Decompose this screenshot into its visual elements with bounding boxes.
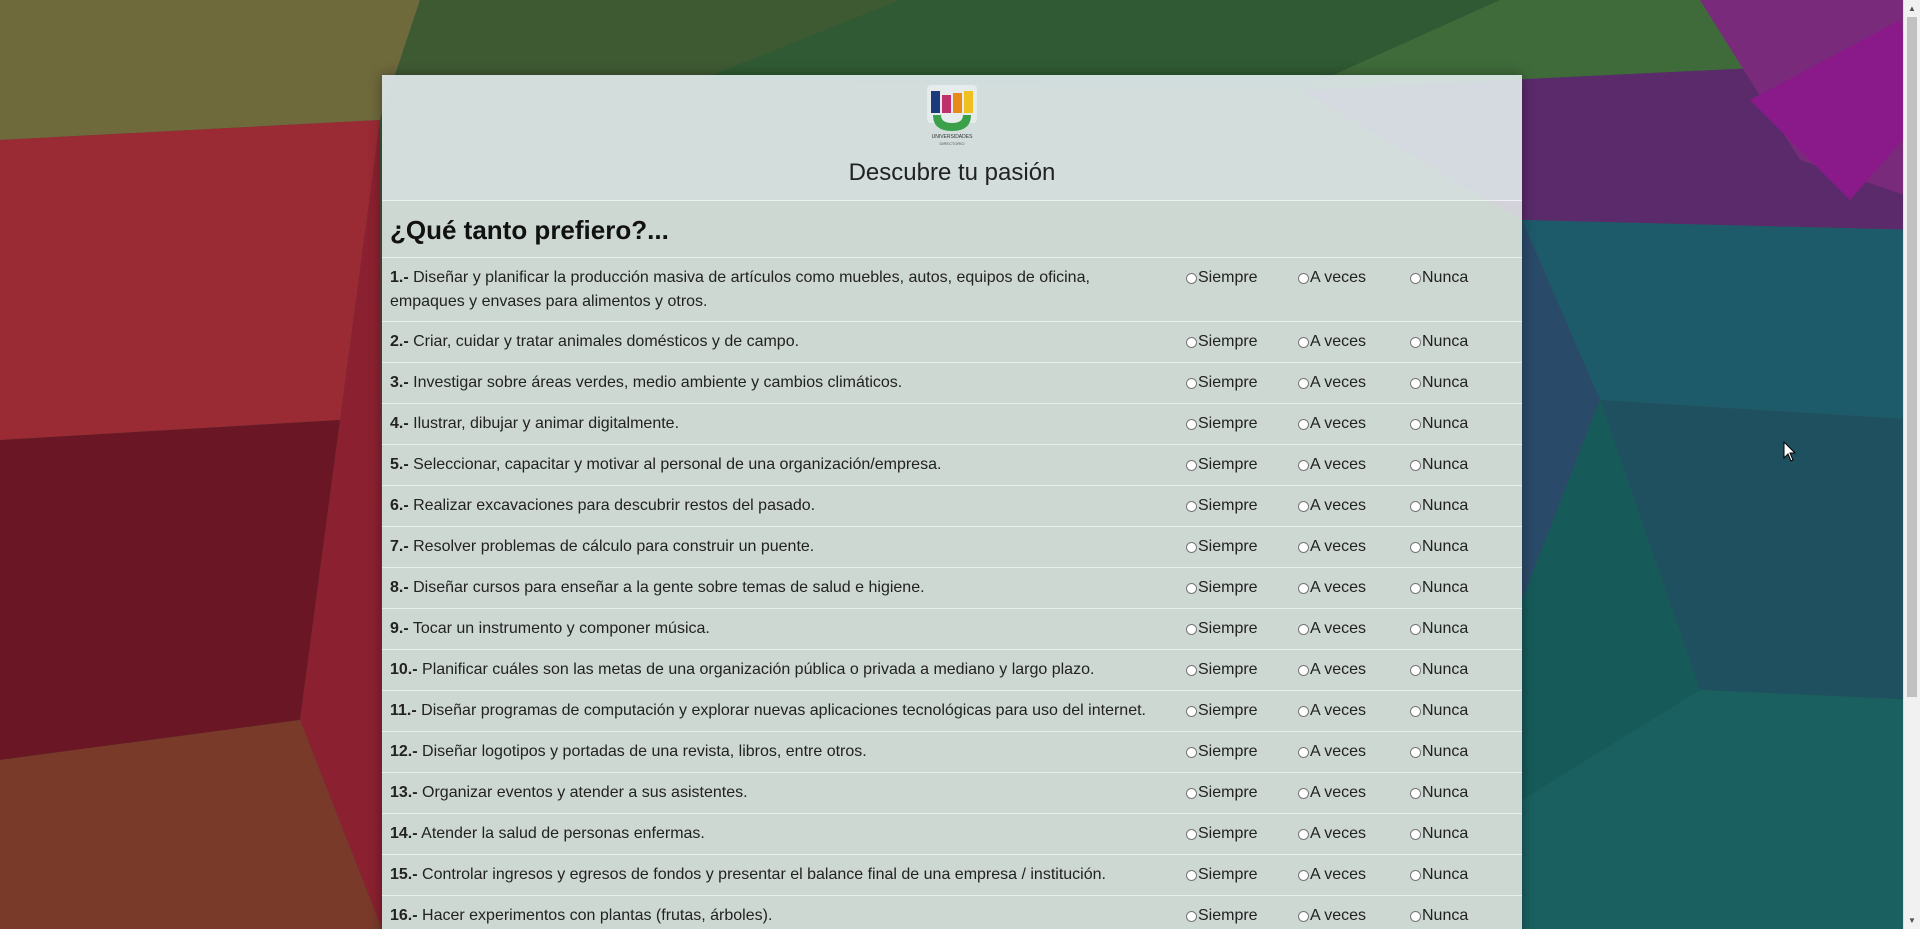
option-label: A veces	[1310, 333, 1367, 350]
option-label: Nunca	[1422, 784, 1469, 801]
question-number: 10.-	[390, 661, 418, 678]
radio-a-veces[interactable]	[1298, 788, 1309, 799]
question-label: Tocar un instrumento y componer música.	[408, 620, 710, 637]
radio-nunca[interactable]	[1410, 460, 1421, 471]
option-siempre[interactable]	[1186, 496, 1298, 516]
radio-nunca[interactable]	[1410, 829, 1421, 840]
option-siempre[interactable]	[1186, 824, 1298, 844]
radio-siempre[interactable]	[1186, 665, 1197, 676]
radio-siempre[interactable]	[1186, 273, 1197, 284]
question-row	[382, 813, 1522, 854]
option-nunca[interactable]	[1410, 455, 1522, 475]
question-row	[382, 526, 1522, 567]
question-number: 6.-	[390, 497, 409, 514]
option-label: A veces	[1310, 456, 1367, 473]
answer-options	[1186, 619, 1522, 639]
radio-a-veces[interactable]	[1298, 378, 1309, 389]
option-label: Nunca	[1422, 620, 1469, 637]
radio-siempre[interactable]	[1186, 747, 1197, 758]
radio-a-veces[interactable]	[1298, 273, 1309, 284]
question-label: Diseñar programas de computación y explorar nuevas aplicaciones tecnológicas para uso del internet.	[416, 702, 1146, 719]
option-a-veces[interactable]	[1298, 783, 1410, 803]
question-row	[382, 854, 1522, 895]
question-label: Hacer experimentos con plantas (frutas, árboles).	[417, 907, 773, 924]
option-siempre[interactable]	[1186, 455, 1298, 475]
questionnaire-card	[382, 75, 1522, 929]
radio-siempre[interactable]	[1186, 624, 1197, 635]
option-nunca[interactable]	[1410, 268, 1522, 288]
question-number: 9.-	[390, 620, 409, 637]
option-label: Siempre	[1198, 743, 1258, 760]
option-label: Siempre	[1198, 702, 1258, 719]
option-label: A veces	[1310, 497, 1367, 514]
option-label: Siempre	[1198, 497, 1258, 514]
option-label: Nunca	[1422, 907, 1469, 924]
option-siempre[interactable]	[1186, 742, 1298, 762]
question-text	[390, 740, 1164, 764]
section-title: ¿Qué tanto prefiero?...	[390, 215, 669, 245]
radio-siempre[interactable]	[1186, 911, 1197, 922]
option-label: Siempre	[1198, 456, 1258, 473]
question-text	[390, 781, 1164, 805]
card-header	[382, 75, 1522, 201]
question-text	[390, 371, 1164, 395]
option-siempre[interactable]	[1186, 619, 1298, 639]
option-label: Nunca	[1422, 333, 1469, 350]
radio-nunca[interactable]	[1410, 665, 1421, 676]
question-row	[382, 567, 1522, 608]
radio-a-veces[interactable]	[1298, 460, 1309, 471]
option-label: Siempre	[1198, 415, 1258, 432]
option-nunca[interactable]	[1410, 537, 1522, 557]
option-siempre[interactable]	[1186, 906, 1298, 926]
option-label: A veces	[1310, 415, 1367, 432]
option-label: Siempre	[1198, 333, 1258, 350]
answer-options	[1186, 537, 1522, 557]
option-label: A veces	[1310, 866, 1367, 883]
question-number: 2.-	[390, 333, 409, 350]
radio-nunca[interactable]	[1410, 273, 1421, 284]
question-label: Ilustrar, dibujar y animar digitalmente.	[408, 415, 680, 432]
answer-options	[1186, 268, 1522, 288]
question-row	[382, 444, 1522, 485]
question-text	[390, 904, 1164, 928]
option-siempre[interactable]	[1186, 578, 1298, 598]
question-row	[382, 321, 1522, 362]
option-label: Nunca	[1422, 661, 1469, 678]
question-label: Diseñar logotipos y portadas de una revista, libros, entre otros.	[417, 743, 867, 760]
scroll-thumb[interactable]	[1907, 17, 1917, 697]
option-label: A veces	[1310, 538, 1367, 555]
option-a-veces[interactable]	[1298, 619, 1410, 639]
radio-siempre[interactable]	[1186, 460, 1197, 471]
question-text	[390, 617, 1164, 641]
question-number: 4.-	[390, 415, 409, 432]
question-text	[390, 266, 1164, 314]
logo-text: UNIVERSIDADES	[931, 134, 973, 140]
radio-nunca[interactable]	[1410, 542, 1421, 553]
question-label: Resolver problemas de cálculo para construir un puente.	[408, 538, 815, 555]
question-text	[390, 658, 1164, 682]
radio-a-veces[interactable]	[1298, 419, 1309, 430]
answer-options	[1186, 824, 1522, 844]
question-number: 5.-	[390, 456, 409, 473]
option-label: A veces	[1310, 620, 1367, 637]
page-title: Descubre tu pasión	[848, 159, 1056, 186]
answer-options	[1186, 578, 1522, 598]
option-nunca[interactable]	[1410, 906, 1522, 926]
question-text	[390, 535, 1164, 559]
option-label: Nunca	[1422, 497, 1469, 514]
option-siempre[interactable]	[1186, 783, 1298, 803]
radio-nunca[interactable]	[1410, 747, 1421, 758]
question-number: 13.-	[390, 784, 418, 801]
radio-siempre[interactable]	[1186, 501, 1197, 512]
radio-siempre[interactable]	[1186, 788, 1197, 799]
option-label: A veces	[1310, 907, 1367, 924]
radio-siempre[interactable]	[1186, 829, 1197, 840]
radio-a-veces[interactable]	[1298, 706, 1309, 717]
question-label: Diseñar cursos para enseñar a la gente sobre temas de salud e higiene.	[408, 579, 925, 596]
option-a-veces[interactable]	[1298, 824, 1410, 844]
question-row	[382, 485, 1522, 526]
option-label: A veces	[1310, 702, 1367, 719]
question-text	[390, 863, 1164, 887]
answer-options	[1186, 906, 1522, 926]
radio-a-veces[interactable]	[1298, 337, 1309, 348]
option-a-veces[interactable]	[1298, 332, 1410, 352]
option-label: Siempre	[1198, 269, 1258, 286]
radio-nunca[interactable]	[1410, 337, 1421, 348]
option-siempre[interactable]	[1186, 865, 1298, 885]
answer-options	[1186, 701, 1522, 721]
option-label: A veces	[1310, 661, 1367, 678]
option-label: Nunca	[1422, 415, 1469, 432]
question-row	[382, 649, 1522, 690]
question-label: Planificar cuáles son las metas de una organización pública o privada a mediano y largo plazo.	[417, 661, 1095, 678]
option-label: Siempre	[1198, 579, 1258, 596]
option-label: Siempre	[1198, 661, 1258, 678]
radio-nunca[interactable]	[1410, 419, 1421, 430]
radio-siempre[interactable]	[1186, 706, 1197, 717]
option-nunca[interactable]	[1410, 660, 1522, 680]
option-a-veces[interactable]	[1298, 373, 1410, 393]
question-row	[382, 403, 1522, 444]
option-label: Siempre	[1198, 784, 1258, 801]
option-label: Nunca	[1422, 456, 1469, 473]
radio-a-veces[interactable]	[1298, 911, 1309, 922]
radio-a-veces[interactable]	[1298, 624, 1309, 635]
question-number: 16.-	[390, 907, 418, 924]
option-siempre[interactable]	[1186, 373, 1298, 393]
question-row	[382, 257, 1522, 321]
answer-options	[1186, 742, 1522, 762]
radio-nunca[interactable]	[1410, 788, 1421, 799]
option-a-veces[interactable]	[1298, 742, 1410, 762]
question-number: 1.-	[390, 269, 409, 286]
option-label: Nunca	[1422, 866, 1469, 883]
option-a-veces[interactable]	[1298, 268, 1410, 288]
option-a-veces[interactable]	[1298, 414, 1410, 434]
radio-a-veces[interactable]	[1298, 665, 1309, 676]
answer-options	[1186, 455, 1522, 475]
option-nunca[interactable]	[1410, 578, 1522, 598]
answer-options	[1186, 414, 1522, 434]
radio-siempre[interactable]	[1186, 378, 1197, 389]
question-text	[390, 453, 1164, 477]
radio-siempre[interactable]	[1186, 419, 1197, 430]
option-label: Siempre	[1198, 374, 1258, 391]
answer-options	[1186, 660, 1522, 680]
question-row	[382, 690, 1522, 731]
option-label: Nunca	[1422, 538, 1469, 555]
scroll-up-arrow-icon[interactable]: ▲	[1908, 4, 1916, 13]
question-row	[382, 362, 1522, 403]
option-label: A veces	[1310, 743, 1367, 760]
answer-options	[1186, 783, 1522, 803]
option-nunca[interactable]	[1410, 414, 1522, 434]
option-label: Siempre	[1198, 825, 1258, 842]
option-a-veces[interactable]	[1298, 537, 1410, 557]
option-nunca[interactable]	[1410, 373, 1522, 393]
answer-options	[1186, 496, 1522, 516]
option-siempre[interactable]	[1186, 268, 1298, 288]
question-label: Organizar eventos y atender a sus asistentes.	[417, 784, 748, 801]
question-text	[390, 822, 1164, 846]
question-number: 7.-	[390, 538, 409, 555]
option-a-veces[interactable]	[1298, 660, 1410, 680]
scroll-down-arrow-icon[interactable]: ▼	[1908, 916, 1916, 925]
option-a-veces[interactable]	[1298, 496, 1410, 516]
option-label: Nunca	[1422, 825, 1469, 842]
question-text	[390, 412, 1164, 436]
question-label: Diseñar y planificar la producción masiva de artículos como muebles, autos, equipos de oficina, empaques y envases para alimentos y otros.	[390, 269, 1090, 310]
answer-options	[1186, 865, 1522, 885]
radio-nunca[interactable]	[1410, 624, 1421, 635]
option-a-veces[interactable]	[1298, 701, 1410, 721]
option-nunca[interactable]	[1410, 496, 1522, 516]
option-a-veces[interactable]	[1298, 865, 1410, 885]
question-row	[382, 608, 1522, 649]
option-label: Nunca	[1422, 702, 1469, 719]
radio-siempre[interactable]	[1186, 542, 1197, 553]
option-label: Siempre	[1198, 620, 1258, 637]
question-number: 3.-	[390, 374, 409, 391]
vertical-scrollbar[interactable]	[1903, 0, 1920, 929]
option-nunca[interactable]	[1410, 742, 1522, 762]
radio-a-veces[interactable]	[1298, 747, 1309, 758]
question-row	[382, 772, 1522, 813]
option-label: Nunca	[1422, 743, 1469, 760]
option-a-veces[interactable]	[1298, 455, 1410, 475]
question-number: 11.-	[390, 702, 417, 719]
answer-options	[1186, 373, 1522, 393]
radio-nunca[interactable]	[1410, 870, 1421, 881]
radio-siempre[interactable]	[1186, 337, 1197, 348]
option-label: A veces	[1310, 825, 1367, 842]
radio-siempre[interactable]	[1186, 870, 1197, 881]
question-text	[390, 699, 1164, 723]
option-label: Siempre	[1198, 907, 1258, 924]
question-number: 15.-	[390, 866, 418, 883]
question-text	[390, 494, 1164, 518]
option-siempre[interactable]	[1186, 701, 1298, 721]
mouse-cursor-icon	[1783, 441, 1797, 463]
option-label: A veces	[1310, 784, 1367, 801]
option-label: Nunca	[1422, 374, 1469, 391]
question-number: 14.-	[390, 825, 418, 842]
radio-a-veces[interactable]	[1298, 542, 1309, 553]
radio-a-veces[interactable]	[1298, 583, 1309, 594]
option-label: Nunca	[1422, 579, 1469, 596]
option-nunca[interactable]	[1410, 865, 1522, 885]
question-label: Seleccionar, capacitar y motivar al personal de una organización/empresa.	[408, 456, 942, 473]
universidades-logo	[925, 85, 979, 147]
option-nunca[interactable]	[1410, 783, 1522, 803]
option-siempre[interactable]	[1186, 414, 1298, 434]
option-siempre[interactable]	[1186, 332, 1298, 352]
radio-nunca[interactable]	[1410, 706, 1421, 717]
radio-siempre[interactable]	[1186, 583, 1197, 594]
radio-nunca[interactable]	[1410, 911, 1421, 922]
option-siempre[interactable]	[1186, 660, 1298, 680]
option-nunca[interactable]	[1410, 824, 1522, 844]
answer-options	[1186, 332, 1522, 352]
question-label: Controlar ingresos y egresos de fondos y presentar el balance final de una empresa / institución.	[417, 866, 1106, 883]
logo-subtext: DIRECTORIO	[939, 141, 965, 146]
option-label: Siempre	[1198, 866, 1258, 883]
option-a-veces[interactable]	[1298, 578, 1410, 598]
question-row	[382, 731, 1522, 772]
question-label: Criar, cuidar y tratar animales domésticos y de campo.	[408, 333, 800, 350]
option-nunca[interactable]	[1410, 701, 1522, 721]
option-label: A veces	[1310, 579, 1367, 596]
question-list	[382, 257, 1522, 929]
option-siempre[interactable]	[1186, 537, 1298, 557]
option-nunca[interactable]	[1410, 619, 1522, 639]
question-number: 12.-	[390, 743, 418, 760]
question-row	[382, 895, 1522, 929]
radio-nunca[interactable]	[1410, 501, 1421, 512]
question-label: Realizar excavaciones para descubrir restos del pasado.	[408, 497, 816, 514]
radio-a-veces[interactable]	[1298, 501, 1309, 512]
question-text	[390, 576, 1164, 600]
question-text	[390, 330, 1164, 354]
radio-a-veces[interactable]	[1298, 829, 1309, 840]
option-a-veces[interactable]	[1298, 906, 1410, 926]
option-label: Siempre	[1198, 538, 1258, 555]
question-number: 8.-	[390, 579, 409, 596]
radio-a-veces[interactable]	[1298, 870, 1309, 881]
question-label: Investigar sobre áreas verdes, medio ambiente y cambios climáticos.	[408, 374, 903, 391]
option-nunca[interactable]	[1410, 332, 1522, 352]
radio-nunca[interactable]	[1410, 583, 1421, 594]
option-label: A veces	[1310, 269, 1367, 286]
option-label: Nunca	[1422, 269, 1469, 286]
question-label: Atender la salud de personas enfermas.	[417, 825, 705, 842]
option-label: A veces	[1310, 374, 1367, 391]
radio-nunca[interactable]	[1410, 378, 1421, 389]
